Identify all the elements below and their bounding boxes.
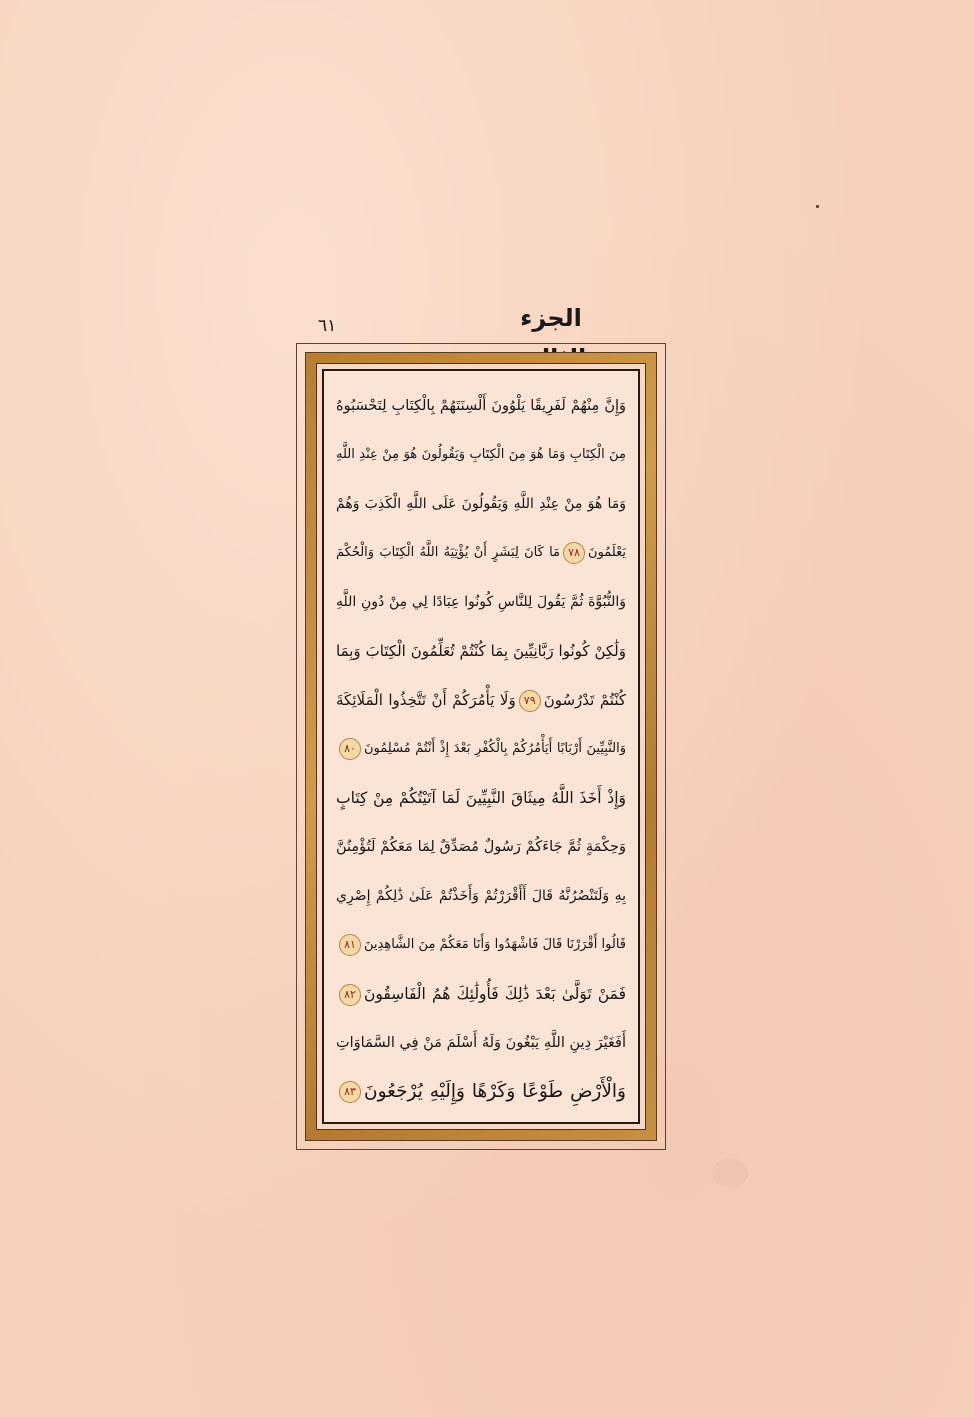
verse-number-marker: ٨٣ xyxy=(339,1081,361,1103)
verse-line-text: قَالُوا أَقْرَرْنَا قَالَ فَاشْهَدُوا وَأَنَا مَعَكُمْ مِنَ الشَّاهِدِينَ xyxy=(364,937,626,952)
verse-line-text: أَفَغَيْرَ دِينِ اللَّهِ يَبْغُونَ وَلَهُ أَسْلَمَ مَنْ فِي السَّمَاوَاتِ xyxy=(336,1035,626,1051)
verse-number-marker: ٨٢ xyxy=(339,984,361,1006)
verse-number-marker: ٧٩ xyxy=(519,690,541,712)
verse-line-text: وَالْأَرْضِ طَوْعًا وَكَرْهًا وَإِلَيْهِ يُرْجَعُونَ xyxy=(364,1081,626,1102)
verse-line-text: مِنَ الْكِتَابِ وَمَا هُوَ مِنَ الْكِتَابِ وَيَقُولُونَ هُوَ مِنْ عِنْدِ اللَّهِ xyxy=(336,447,626,462)
verse-line-text: وَالنَّبِيِّينَ أَرْبَابًا أَيَأْمُرُكُمْ بِالْكُفْرِ بَعْدَ إِذْ أَنْتُمْ مُسْلِمُونَ xyxy=(364,741,626,756)
verse-line-text: كُنْتُمْ تَدْرُسُونَ xyxy=(543,691,626,709)
verse-line xyxy=(336,674,626,726)
verse-line-text: فَمَنْ تَوَلَّىٰ بَعْدَ ذَٰلِكَ فَأُولَٰئِكَ هُمُ الْفَاسِقُونَ xyxy=(364,985,626,1003)
verse-line xyxy=(336,625,626,677)
verse-line xyxy=(336,429,626,481)
verse-line xyxy=(336,821,626,873)
verse-line-text: وَحِكْمَةٍ ثُمَّ جَاءَكُمْ رَسُولٌ مُصَدِّقٌ لِمَا مَعَكُمْ لَتُؤْمِنُنَّ xyxy=(336,839,626,855)
verse-line xyxy=(336,968,626,1020)
verse-line-continuation: وَلَا يَأْمُرَكُمْ أَنْ تَتَّخِذُوا الْمَلَائِكَةَ xyxy=(336,691,516,709)
verse-line-text: وَإِنَّ مِنْهُمْ لَفَرِيقًا يَلْوُونَ أَلْسِنَتَهُمْ بِالْكِتَابِ لِتَحْسَبُوهُ xyxy=(336,398,626,414)
verse-line-text: وَإِذْ أَخَذَ اللَّهُ مِيثَاقَ النَّبِيِّينَ لَمَا آتَيْتُكُمْ مِنْ كِتَابٍ xyxy=(336,789,626,807)
verse-line-text: يَعْلَمُونَ xyxy=(588,545,626,560)
paper-stain xyxy=(712,1158,748,1188)
verse-line xyxy=(336,1066,626,1118)
verse-line xyxy=(336,527,626,579)
verse-line xyxy=(336,870,626,922)
verse-number-marker: ٧٨ xyxy=(563,542,585,564)
paper-speck xyxy=(816,205,819,208)
verse-line xyxy=(336,576,626,628)
verse-line-text: بِهِ وَلَتَنْصُرُنَّهُ قَالَ أَأَقْرَرْتُمْ وَأَخَذْتُمْ عَلَىٰ ذَٰلِكُمْ إِصْرِي xyxy=(336,888,626,904)
verse-line xyxy=(336,919,626,971)
verse-line xyxy=(336,772,626,824)
verse-line xyxy=(336,723,626,775)
verse-line-text: وَلَٰكِنْ كُونُوا رَبَّانِيِّينَ بِمَا كُنْتُمْ تُعَلِّمُونَ الْكِتَابَ وَبِمَا xyxy=(336,642,626,660)
verse-number-marker: ٨٠ xyxy=(339,738,361,760)
verse-text-block xyxy=(336,380,626,1115)
verse-line-text: وَمَا هُوَ مِنْ عِنْدِ اللَّهِ وَيَقُولُونَ عَلَى اللَّهِ الْكَذِبَ وَهُمْ xyxy=(336,496,626,512)
verse-number-marker: ٨١ xyxy=(339,934,361,956)
verse-line-continuation: مَا كَانَ لِبَشَرٍ أَنْ يُؤْتِيَهُ اللَّهُ الْكِتَابَ وَالْحُكْمَ xyxy=(336,545,561,560)
page-number: ٦١ xyxy=(318,316,337,336)
verse-line xyxy=(336,1017,626,1069)
verse-line-text: وَالنُّبُوَّةَ ثُمَّ يَقُولَ لِلنَّاسِ كُونُوا عِبَادًا لِي مِنْ دُونِ اللَّهِ xyxy=(336,594,626,610)
juz-title: الجزء xyxy=(520,304,582,332)
verse-line xyxy=(336,478,626,530)
verse-line xyxy=(336,380,626,432)
